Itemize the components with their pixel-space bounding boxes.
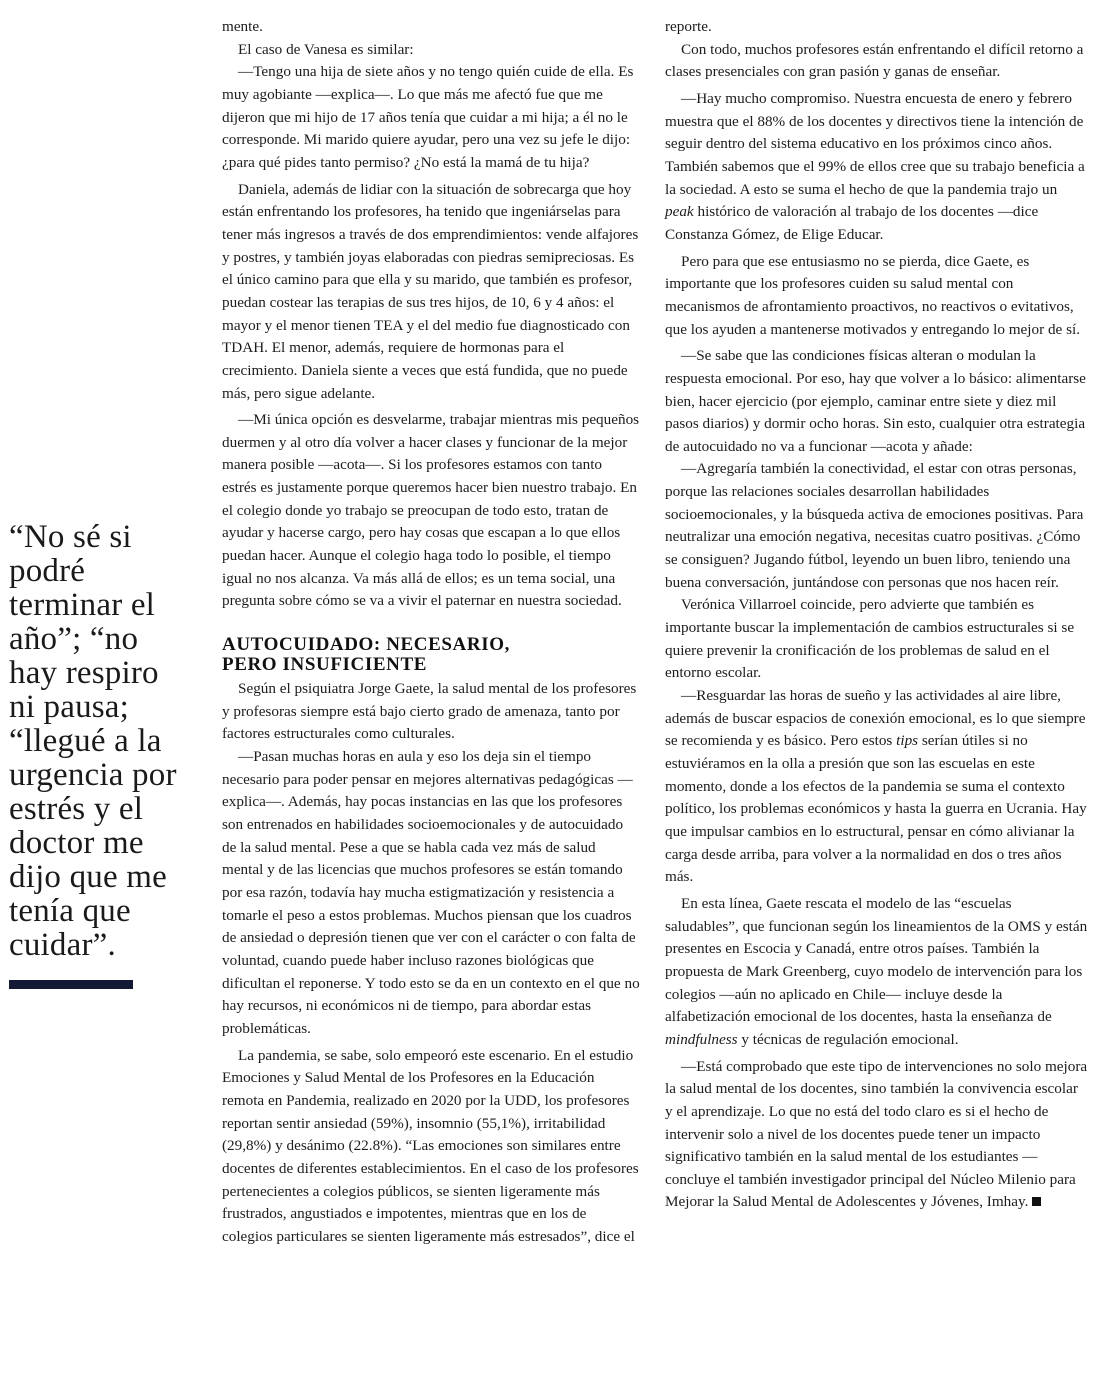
- text-run: —Hay mucho compromiso. Nuestra encuesta de enero y febrero muestra que el 88% de los docentes y directivos tiene la intención de seguir dentro del sistema educativo en los próximos cinco años. También sabemos que el 99% de ellos cree que su trabajo beneficia a la sociedad. A esto se suma el hecho de que la pandemia trajo un: [665, 89, 1085, 198]
- paragraph: —Agregaría también la conectividad, el estar con otras personas, porque las relaciones sociales desarrollan habilidades socioemocionales, y la búsqueda activa de emociones positivas. Para neutralizar una emoción negativa, necesitas cuatro positivas. ¿Cómo se consiguen? Jugando fútbol, leyendo un buen libro, teniendo una buena conversación, juntándose con personas que nos hacen reír.: [665, 460, 1084, 591]
- paragraph: El caso de Vanesa es similar:: [238, 40, 414, 58]
- text-run: y técnicas de regulación emocional.: [737, 1030, 959, 1048]
- pull-quote-line: estrés y el: [9, 791, 144, 827]
- pull-quote-line: año”; “no: [9, 621, 139, 657]
- paragraph: Verónica Villarroel coincide, pero advierte que también es importante buscar la implementación de cambios estructurales si se quiere prevenir la cronificación de los problemas de salud en el entorno escolar.: [665, 596, 1075, 682]
- paragraph: Daniela, además de lidiar con la situación de sobrecarga que hoy están enfrentando los profesores, ha tenido que ingeniárselas para tener más ingresos a través de dos emprendimientos: vende alfajores y postres, y también joyas elaboradas con piedras semipreciosas. Es el único camino para que ella y su marido, que también es profesor, puedan costear las terapias de sus tres hijos, de 10, 6 y 4 años: el mayor y el menor tienen TEA y el del medio fue diagnosticado con TDAH. El menor, además, requiere de hormonas para el crecimiento. Daniela siente a veces que está fundida, que no puede más, pero sigue adelante.: [222, 180, 639, 402]
- pull-quote-line: podré: [9, 553, 86, 589]
- text-run: —Está comprobado que este tipo de intervenciones no solo mejora la salud mental de los docentes, sino también la convivencia escolar y el aprendizaje. Lo que no está del todo claro es si el hecho de intervenir solo a nivel de los docentes puede tener un impacto significativo también en la salud mental de los estudiantes —concluye el también investigador principal del Núcleo Milenio para Mejorar la Salud Mental de Adolescentes y Jóvenes, Imhay.: [665, 1057, 1088, 1211]
- pull-quote-line: doctor me: [9, 825, 144, 861]
- paragraph: [665, 685, 1089, 889]
- article-column-middle: [222, 16, 640, 1248]
- emphasis-text: mindfulness: [665, 1030, 738, 1048]
- paragraph: —Tengo una hija de siete años y no tengo quién cuide de ella. Es muy agobiante —explica—. Lo que más me afectó fue que me dijeron que mi hijo de 17 años tenía que cuidar a mi hija; a él no le corresponde. Mi marido quiere ayudar, pero una vez su jefe le dijo: ¿para qué pides tanto permiso? ¿No está la mamá de tu hija?: [222, 63, 634, 171]
- pull-quote-divider: [9, 980, 133, 989]
- pull-quote-line: terminar el: [9, 587, 156, 623]
- paragraph: [665, 88, 1089, 247]
- pull-quote-line: ni pausa;: [9, 689, 130, 725]
- paragraph: mente.: [222, 18, 263, 35]
- section-heading: [222, 635, 640, 675]
- paragraph: La pandemia, se sabe, solo empeoró este escenario. En el estudio Emociones y Salud Mental de los Profesores en la Educación remota en Pandemia, realizado en 2020 por la UDD, los profesores reportan sentir ansiedad (59%), insomnio (55,1%), irritabilidad (29,8%) y desánimo (22.8%). “Las emociones son similares entre docentes de diferentes establecimientos. En el caso de los profesores pertenecientes a colegios públicos, se sienten ligeramente más frustrados, angustiados e impotentes, mientras que en los de colegios particulares se sienten ligeramente más estresados”, dice el: [222, 1046, 639, 1245]
- paragraph: Según el psiquiatra Jorge Gaete, la salud mental de los profesores y profesoras siempre está bajo cierto grado de amenaza, tanto por factores estructurales como culturales.: [222, 680, 637, 743]
- text-run: histórico de valoración al trabajo de los docentes —dice Constanza Gómez, de Elige Educar.: [665, 203, 1039, 243]
- paragraph: —Pasan muchas horas en aula y eso los deja sin el tiempo necesario para poder pensar en mejores alternativas pedagógicas —explica—. Además, hay pocas instancias en las que los profesores son entrenados en habilidades socioemocionales y de autocuidado de la salud mental. Pese a que se habla cada vez más de salud mental y de las licencias que muchos profesores se están tomando por esa razón, todavía hay mucha estigmatización y resistencia a tomarle el peso a estos problemas. Muchos piensan que los cuadros de ansiedad o depresión tienen que ver con el carácter o con falta de voluntad, cuando puede haber incluso razones biológicas que dificultan el reponerse. Y todo esto se da en un contexto en el que no hay recursos, ni económicos ni de tiempo, para abordar estas problemáticas.: [222, 748, 640, 1037]
- paragraph: Pero para que ese entusiasmo no se pierda, dice Gaete, es importante que los profesores cuiden su salud mental con mecanismos de afrontamiento proactivos, no reactivos o evitativos, que los ayuden a mantenerse motivados y entregando lo mejor de sí.: [665, 252, 1081, 338]
- article-column-right: [665, 16, 1089, 1214]
- emphasis-text: tips: [896, 732, 919, 750]
- pull-quote: [9, 520, 209, 962]
- pull-quote-line: tenía que: [9, 893, 131, 929]
- end-of-article-mark: [1032, 1197, 1041, 1206]
- pull-quote-line: “No sé si: [9, 519, 132, 555]
- paragraph: —Se sabe que las condiciones físicas alteran o modulan la respuesta emocional. Por eso, hay que volver a lo básico: alimentarse bien, hacer ejercicio (por ejemplo, caminar entre siete y diez mil pasos diarios) y dormir ocho horas. Sin esto, cualquier otra estrategia de autocuidado no va a funcionar —acota y añade:: [665, 347, 1086, 455]
- section-heading-line: AUTOCUIDADO: NECESARIO,: [222, 634, 510, 656]
- pull-quote-line: “llegué a la: [9, 723, 162, 759]
- paragraph: Con todo, muchos profesores están enfrentando el difícil retorno a clases presenciales con gran pasión y ganas de enseñar.: [665, 40, 1084, 81]
- paragraph: —Mi única opción es desvelarme, trabajar mientras mis pequeños duermen y al otro día volver a hacer clases y funcionar de la mejor manera posible —acota—. Si los profesores estamos con tanto estrés es justamente porque queremos hacer bien nuestro trabajo. En el colegio donde yo trabajo se preocupan de todo esto, tratan de ayudar y hacerse cargo, pero hay cosas que escapan a lo que ellos puedan hacer. Aunque el colegio haga todo lo posible, el tiempo igual no nos alcanza. Va más allá de ellos; es un tema social, una pregunta sobre cómo se va a vivir el paternar en nuestra sociedad.: [222, 411, 640, 610]
- paragraph: [665, 893, 1089, 1052]
- text-run: serían útiles si no estuviéramos en la olla a presión que son las escuelas en este momento, donde a los efectos de la pandemia se suma el contexto político, los problemas económicos y hasta la guerra en Ucrania. Hay que impulsar cambios en lo estructural, pensar en cómo alivianar la carga desde arriba, para volver a la normalidad en dos o tres años más.: [665, 732, 1087, 886]
- text-run: —Resguardar las horas de sueño y las actividades al aire libre, además de buscar espacios de conexión emocional, es lo que siempre se recomienda y es básico. Pero estos: [665, 687, 1086, 750]
- emphasis-text: peak: [665, 203, 694, 221]
- section-heading-line: PERO INSUFICIENTE: [222, 654, 427, 676]
- pull-quote-line: dijo que me: [9, 859, 167, 895]
- pull-quote-line: urgencia por: [9, 757, 177, 793]
- text-run: En esta línea, Gaete rescata el modelo de las “escuelas saludables”, que funcionan según los lineamientos de la OMS y están presentes en Escocia y Canadá, entre otros países. También la propuesta de Mark Greenberg, cuyo modelo de intervención para los colegios —aún no aplicado en Chile— incluye desde la alfabetización emocional de los docentes, hasta la enseñanza de: [665, 894, 1088, 1026]
- paragraph: reporte.: [665, 18, 712, 35]
- pull-quote-line: hay respiro: [9, 655, 159, 691]
- paragraph: [665, 1056, 1089, 1215]
- pull-quote-line: cuidar”.: [9, 927, 116, 963]
